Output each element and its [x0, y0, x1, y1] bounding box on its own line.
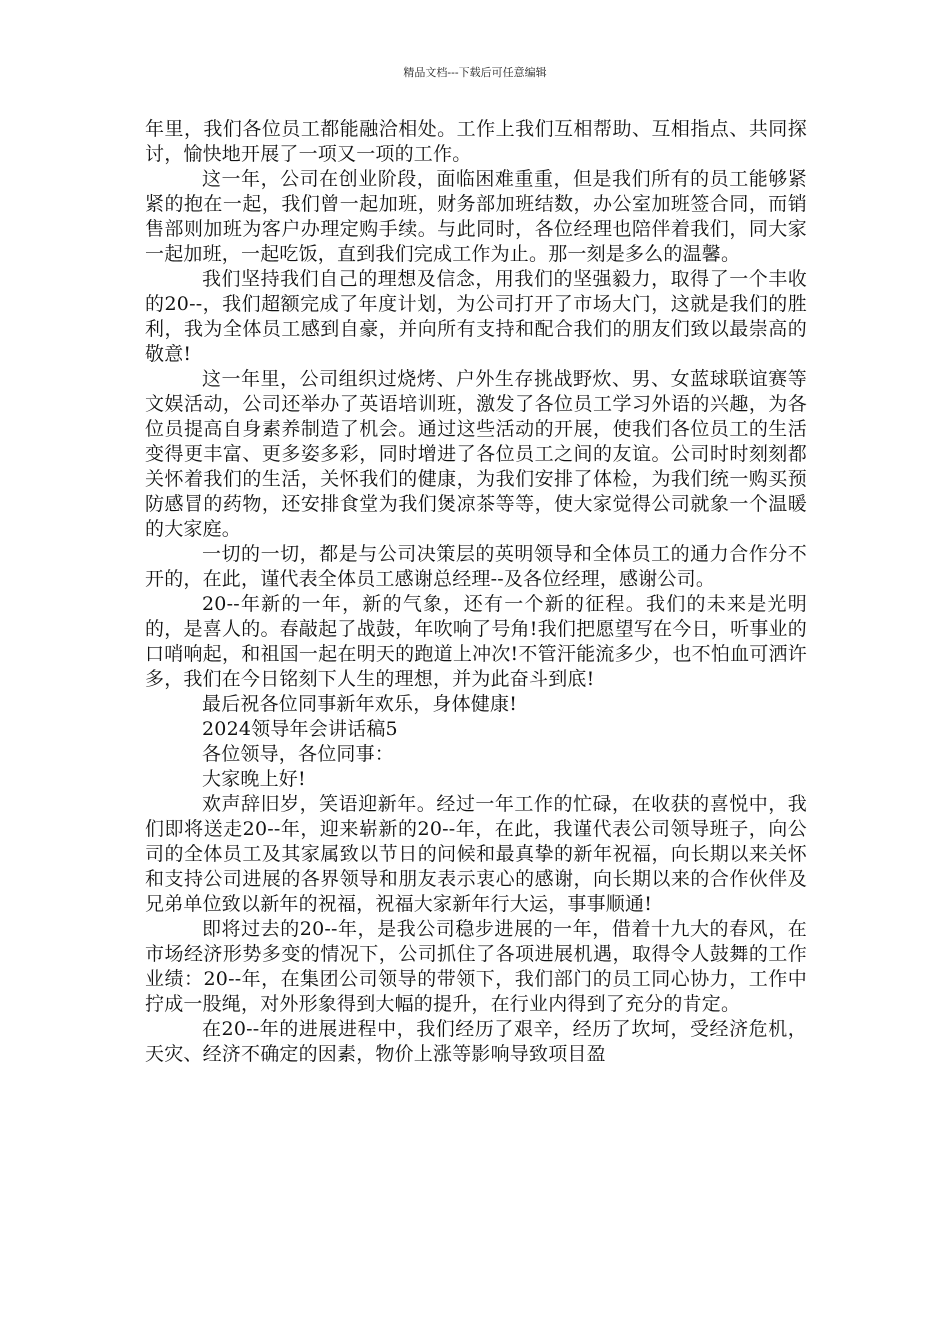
paragraph: 这一年，公司在创业阶段，面临困难重重，但是我们所有的员工能够紧紧的抱在一起，我们曾一起加班，财务部加班结数，办公室加班签合同，而销售部则加班为客户办理定购手续。与此同时，各位经理也陪伴着我们，同大家一起加班，一起吃饭，直到我们完成工作为止。那一刻是多么的温馨。 [145, 168, 807, 265]
paragraph: 这一年里，公司组织过烧烤、户外生存挑战野炊、男、女蓝球联谊赛等文娱活动，公司还举办了英语培训班，激发了各位员工学习外语的兴趣，为各位员提高自身素养制造了机会。通过这些活动的开展，使我们各位员工的生活变得更丰富、更多姿多彩，同时增进了各位员工之间的友谊。公司时时刻刻都关怀着我们的生活，关怀我们的健康，为我们安排了体检，为我们统一购买预防感冒的药物，还安排食堂为我们煲凉茶等等，使大家觉得公司就象一个温暖的大家庭。 [145, 368, 807, 540]
paragraph: 20--年新的一年，新的气象，还有一个新的征程。我们的未来是光明的，是喜人的。春敲起了战鼓，年吹响了号角!我们把愿望写在今日，听事业的口哨响起，和祖国一起在明天的跑道上冲次!不管汗能流多少，也不怕血可洒许多，我们在今日铭刻下人生的理想，并为此奋斗到底! [145, 593, 807, 690]
paragraph: 一切的一切，都是与公司决策层的英明领导和全体员工的通力合作分不开的，在此，谨代表全体员工感谢总经理--及各位经理，感谢公司。 [145, 543, 807, 590]
paragraph: 在20--年的进展进程中，我们经历了艰辛，经历了坎坷，受经济危机，天灾、经济不确定的因素，物价上涨等影响导致项目盈 [145, 1018, 807, 1065]
paragraph: 2024领导年会讲话稿5 [202, 718, 398, 740]
page-header: 精品文档---下载后可任意编辑 [403, 66, 547, 79]
paragraph: 欢声辞旧岁，笑语迎新年。经过一年工作的忙碌，在收获的喜悦中，我们即将送走20--年，迎来崭新的20--年，在此，我谨代表公司领导班子，向公司的全体员工及其家属致以节日的问候和最真挚的新年祝福，向长期以来关怀和支持公司进展的各界领导和朋友表示衷心的感谢，向长期以来的合作伙伴及兄弟单位致以新年的祝福，祝福大家新年行大运，事事顺通! [145, 793, 807, 915]
paragraph: 年里，我们各位员工都能融洽相处。工作上我们互相帮助、互相指点、共同探讨，愉快地开展了一项又一项的工作。 [145, 118, 807, 165]
paragraph: 即将过去的20--年，是我公司稳步进展的一年，借着十九大的春风，在市场经济形势多变的情况下，公司抓住了各项进展机遇，取得令人鼓舞的工作业绩：20--年，在集团公司领导的带领下，我们部门的员工同心协力，工作中拧成一股绳，对外形象得到大幅的提升，在行业内得到了充分的肯定。 [145, 918, 807, 1015]
paragraph: 最后祝各位同事新年欢乐，身体健康! [202, 693, 518, 715]
paragraph: 大家晚上好! [202, 768, 306, 790]
document-body [145, 117, 807, 1067]
paragraph: 各位领导，各位同事： [202, 743, 395, 765]
paragraph: 我们坚持我们自己的理想及信念，用我们的坚强毅力，取得了一个丰收的20--，我们超额完成了年度计划，为公司打开了市场大门，这就是我们的胜利，我为全体员工感到自豪，并向所有支持和配合我们的朋友们致以最崇高的敬意! [145, 268, 807, 365]
